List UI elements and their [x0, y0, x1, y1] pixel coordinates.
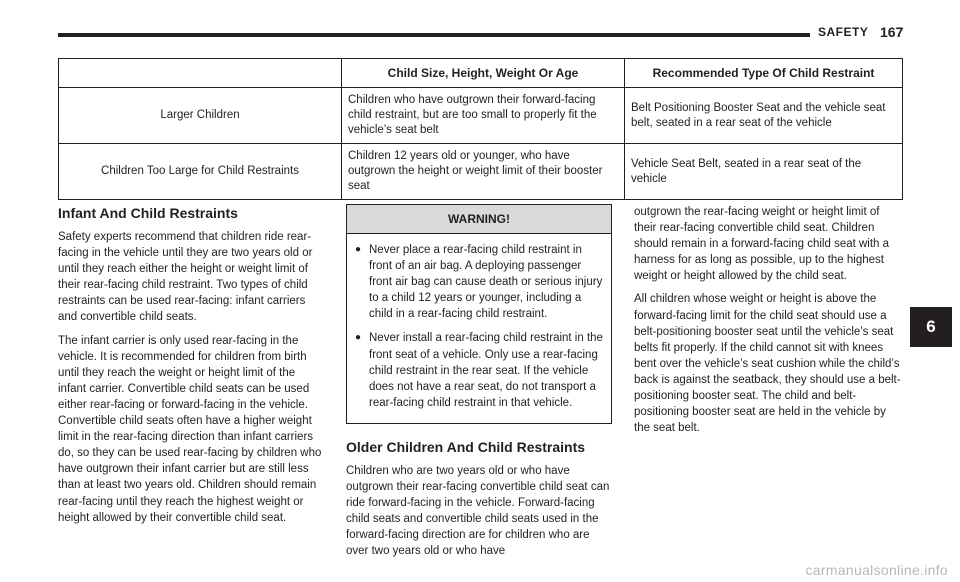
- table-cell: Larger Children: [59, 88, 342, 144]
- warning-title: WARNING!: [347, 205, 611, 234]
- table-cell: Children Too Large for Child Restraints: [59, 144, 342, 200]
- table-cell: Children 12 years old or younger, who have outgrown the height or weight limit of their booster seat: [342, 144, 625, 200]
- page-number: 167: [880, 24, 904, 40]
- older-paragraph-1: Children who are two years old or who have outgrown their rear-facing convertible child seat can ride forward-facing in the vehicle. Forward-facing child seats and convertible child seats used in the forward-facing direction are for children who are over two years old or who have: [346, 464, 610, 558]
- infant-heading: Infant And Child Restraints: [58, 205, 238, 221]
- warning-item: [355, 330, 603, 410]
- table-header-cell: Recommended Type Of Child Restraint: [625, 59, 903, 88]
- column-middle: [346, 204, 612, 567]
- warning-list: [347, 234, 611, 423]
- table-cell: Children who have outgrown their forward-facing child restraint, but are too small to properly fit the vehicle’s seat belt: [342, 88, 625, 144]
- bullet-icon: ●: [355, 332, 362, 344]
- table-header-cell: [59, 59, 342, 88]
- header-rule: [58, 33, 810, 37]
- infant-paragraph-2: The infant carrier is only used rear-facing in the vehicle. It is recommended for children from birth until they reach the weight or height limit of the infant carrier. Convertible child seats can be used either rear-facing or forward-facing in the vehicle. Convertible child seats often have a higher weight limit in the rear-facing direction than infant carriers do, so they can be used rear-facing by children who have outgrown their infant carrier but are still less than at least two years old. Children should remain rear-facing until they reach the highest weight or height allowed by their convertible child seat.: [58, 334, 322, 524]
- restraint-table: [58, 58, 903, 200]
- watermark-footer: carmanualsonline.info: [805, 562, 948, 578]
- warning-item: [355, 242, 603, 322]
- older-paragraph-3: All children whose weight or height is above the forward-facing limit for the child seat should use a belt-positioning booster seat until the vehicle’s seat belts fit properly. If the child cannot sit with knees bent over the vehicle’s seat cushion while the child’s back is against the seatback, they should use a belt-positioning booster seat. The child and belt-positioning booster seat are held in the vehicle by the seat belt.: [634, 293, 901, 435]
- column-right: [634, 204, 902, 443]
- column-left: [58, 204, 324, 533]
- bullet-icon: ●: [355, 244, 362, 255]
- table-row: [59, 88, 903, 144]
- section-title: SAFETY: [818, 25, 869, 39]
- warning-item-text: Never place a rear-facing child restraint in front of an air bag. A deploying passenger front air bag can cause death or serious injury to a child 12 years or younger, including a child in a rear-facing child restraint.: [369, 244, 603, 321]
- table-cell: Belt Positioning Booster Seat and the vehicle seat belt, seated in a rear seat of the vehicle: [625, 88, 903, 144]
- table-header-cell: Child Size, Height, Weight Or Age: [342, 59, 625, 88]
- table-header-row: [59, 59, 903, 88]
- infant-paragraph-1: Safety experts recommend that children ride rear-facing in the vehicle until they are two years old or until they reach either the height or weight limit of their rear-facing child restraint. Two types of child restraints can be used rear-facing: infant carriers and convertible child seats.: [58, 231, 313, 324]
- warning-box: [346, 204, 612, 424]
- older-paragraph-2: outgrown the rear-facing weight or height limit of their rear-facing convertible child seat. Children should remain in a forward-facing child seat with a harness for as long as possible, up to the highest weight or height allowed by the child seat.: [634, 206, 890, 283]
- table-row: [59, 144, 903, 200]
- table-cell: Vehicle Seat Belt, seated in a rear seat of the vehicle: [625, 144, 903, 200]
- older-heading: Older Children And Child Restraints: [346, 438, 586, 455]
- chapter-tab: 6: [910, 307, 952, 347]
- warning-item-text: Never install a rear-facing child restraint in the front seat of a vehicle. Only use a rear-facing child restraint in the rear seat. If the vehicle does not have a rear seat, do not transport a rear-facing child restraint in that vehicle.: [369, 332, 603, 409]
